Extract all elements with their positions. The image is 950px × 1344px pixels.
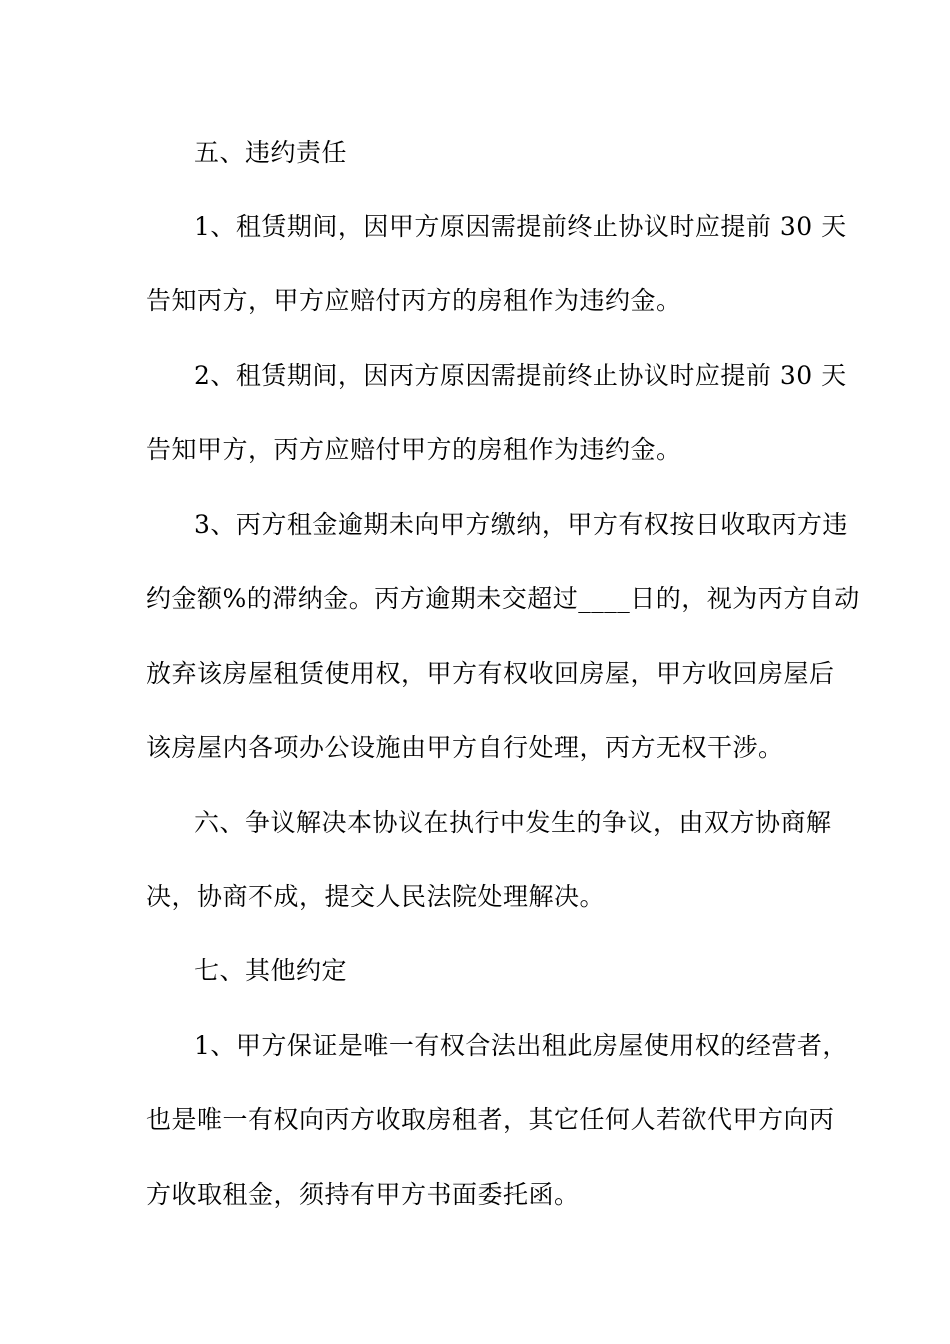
- paragraph-line: 告知丙方，甲方应赔付丙方的房租作为违约金。: [146, 286, 682, 315]
- paragraph-line: 决，协商不成，提交人民法院处理解决。: [146, 882, 606, 911]
- paragraph-line: 3、丙方租金逾期未向甲方缴纳，甲方有权按日收取丙方违: [194, 510, 848, 539]
- section-heading-other: 七、其他约定: [194, 956, 348, 985]
- paragraph-line: 该房屋内各项办公设施由甲方自行处理，丙方无权干涉。: [146, 733, 784, 762]
- paragraph-line: 方收取租金，须持有甲方书面委托函。: [146, 1180, 580, 1209]
- paragraph-line: 1、租赁期间，因甲方原因需提前终止协议时应提前 30 天: [194, 212, 847, 241]
- paragraph-line: 也是唯一有权向丙方收取房租者，其它任何人若欲代甲方向丙: [146, 1105, 835, 1134]
- paragraph-line: 1、甲方保证是唯一有权合法出租此房屋使用权的经营者，: [194, 1031, 848, 1060]
- section-heading-breach: 五、违约责任: [194, 138, 348, 167]
- paragraph-line: 约金额%的滞纳金。丙方逾期未交超过____日的，视为丙方自动: [146, 584, 860, 613]
- section-heading-dispute: 六、争议解决本协议在执行中发生的争议，由双方协商解: [194, 808, 832, 837]
- paragraph-line: 告知甲方，丙方应赔付甲方的房租作为违约金。: [146, 435, 682, 464]
- paragraph-line: 2、租赁期间，因丙方原因需提前终止协议时应提前 30 天: [194, 361, 847, 390]
- paragraph-line: 放弃该房屋租赁使用权，甲方有权收回房屋，甲方收回房屋后: [146, 659, 835, 688]
